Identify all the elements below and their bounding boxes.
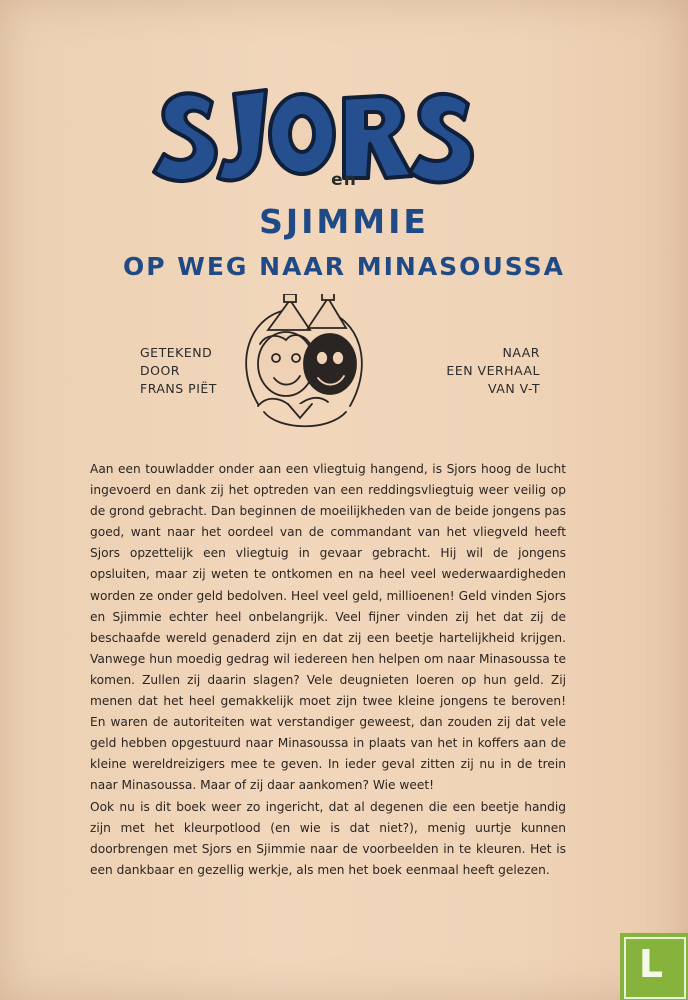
credit-line: EEN VERHAAL bbox=[446, 363, 540, 378]
sjors-sjimmie-portrait-icon bbox=[238, 294, 370, 444]
badge-letter: L bbox=[638, 942, 664, 986]
credit-line: DOOR bbox=[140, 363, 180, 378]
coloring-paragraph: Ook nu is dit boek weer zo ingericht, dat al degenen die een beetje handig zijn met het kleurpotlood (en wie is dat niet?), menig uurtje kunnen doorbrengen met Sjors en Sjimmie naar de voorbeelden in te kleuren. Het is een dankbaar en gezellig werkje, als men het boek eenmaal heeft gelezen. bbox=[90, 799, 566, 877]
summary-paragraph: Aan een touwladder onder aan een vliegtuig hangend, is Sjors hoog de lucht ingevoerd en dank zij het optreden van een reddingsvliegtuig weer veilig op de grond gebracht. Dan beginnen de moeilijkheden van de beide jongens pas goed, want naar het oordeel van de commandant van het vliegveld heeft Sjors opzettelijk een vliegtuig in gevaar gebracht. Hij wil de jongens opsluiten, maar zij weten te ontkomen en na heel veel wederwaardigheden worden ze onder geld bedolven. Heel veel geld, millioenen! Geld vinden Sjors en Sjimmie echter heel onbelangrijk. Veel fijner vinden zij het dat zij de beschaafde wereld genaderd zijn en dat zij een beetje hartelijkheid krijgen. Vanwege hun moedig gedrag wil iedereen hen helpen om naar Minasoussa te komen. Zullen zij daarin slagen? Vele deugnieten loeren op hun geld. Zij menen dat het heel gemakkelijk moet zijn twee kleine jongens te beroven! En waren de autoriteiten wat verstandiger geweest, dan zouden zij dat vele geld hebben opgestuurd naar Minasoussa in plaats van het in koffers aan de kleine wereldreizigers mee te geven. In ieder geval zitten zij nu in de trein naar Minasoussa. Maar of zij daar aankomen? Wie weet! bbox=[90, 462, 566, 793]
book-subtitle: OP WEG NAAR MINASOUSSA bbox=[123, 252, 565, 281]
illustrator-credit bbox=[140, 344, 217, 398]
book-title: SJIMMIE bbox=[259, 202, 429, 241]
connector-text: en bbox=[331, 170, 357, 190]
credit-line: GETEKEND bbox=[140, 345, 213, 360]
credit-line: NAAR bbox=[502, 345, 540, 360]
credit-line: FRANS PIËT bbox=[140, 381, 217, 396]
lastdodo-badge-icon bbox=[620, 933, 688, 1000]
story-summary bbox=[90, 459, 566, 881]
credit-line: VAN V-T bbox=[488, 381, 540, 396]
story-credit bbox=[380, 344, 540, 398]
